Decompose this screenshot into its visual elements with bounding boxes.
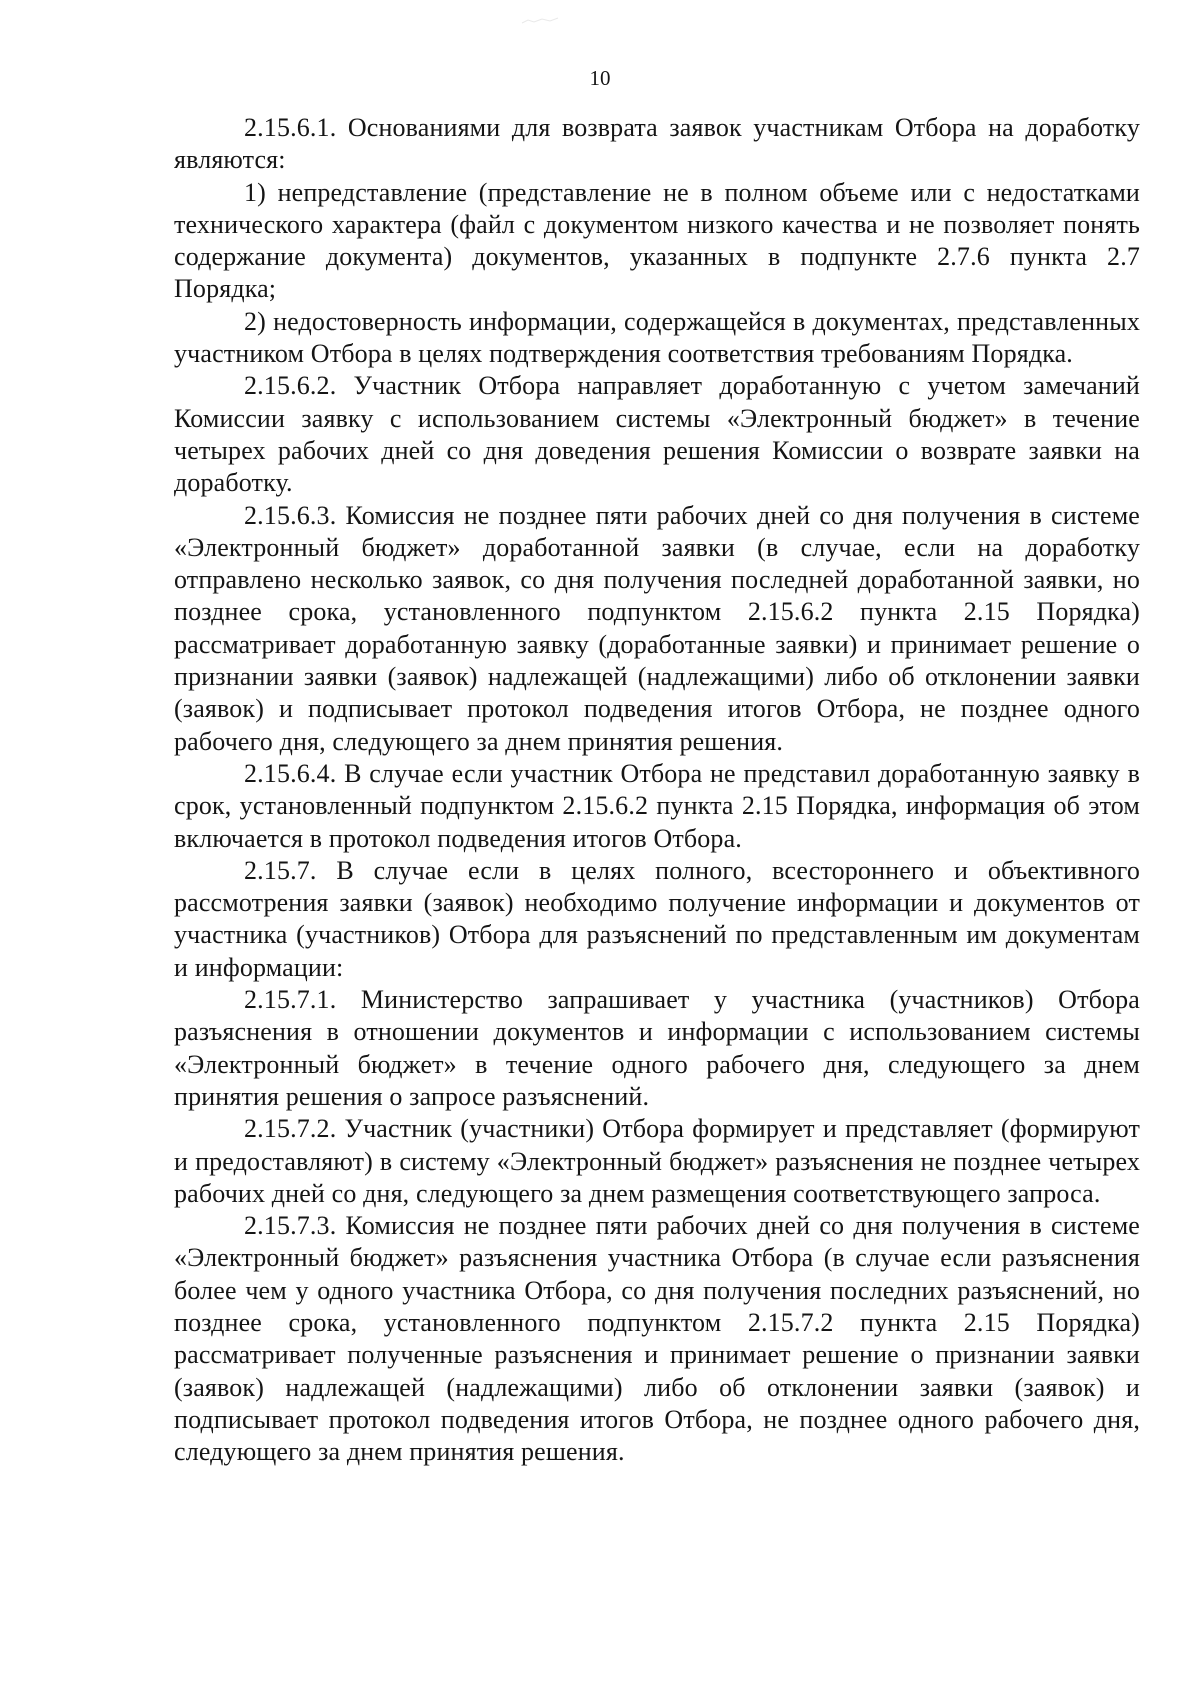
document-body <box>174 112 1140 1468</box>
paragraph-item-2: 2) недостоверность информации, содержащейся в документах, представленных участником Отбора в целях подтверждения соответствия требованиям Порядка. <box>174 306 1140 369</box>
paragraph-2-15-6-4: 2.15.6.4. В случае если участник Отбора не представил доработанную заявку в срок, установленный подпунктом 2.15.6.2 пункта 2.15 Порядка, информация об этом включается в протокол подведения итогов Отбора. <box>174 758 1140 853</box>
paragraph-2-15-7: 2.15.7. В случае если в целях полного, всестороннего и объективного рассмотрения заявки (заявок) необходимо получение информации и документов от участника (участников) Отбора для разъяснений по представленным им документам и информации: <box>174 855 1140 982</box>
paragraph-2-15-6-3: 2.15.6.3. Комиссия не позднее пяти рабочих дней со дня получения в системе «Электронный бюджет» доработанной заявки (в случае, если на доработку отправлено несколько заявок, со дня получения последней доработанной заявки, но позднее срока, установленного подпунктом 2.15.6.2 пункта 2.15 Порядка) рассматривает доработанную заявку (доработанные заявки) и принимает решение о признании заявки (заявок) надлежащей (надлежащими) либо об отклонении заявки (заявок) и подписывает протокол подведения итогов Отбора, не позднее одного рабочего дня, следующего за днем принятия решения. <box>174 500 1140 756</box>
paragraph-2-15-7-2: 2.15.7.2. Участник (участники) Отбора формирует и представляет (формируют и предоставляют) в систему «Электронный бюджет» разъяснения не позднее четырех рабочих дней со дня, следующего за днем размещения соответствующего запроса. <box>174 1114 1140 1208</box>
scan-artifact <box>520 14 560 28</box>
paragraph-2-15-6-2: 2.15.6.2. Участник Отбора направляет доработанную с учетом замечаний Комиссии заявку с использованием системы «Электронный бюджет» в течение четырех рабочих дней со дня доведения решения Комиссии о возврате заявки на доработку. <box>174 371 1140 498</box>
page-number: 10 <box>589 66 611 90</box>
paragraph-2-15-7-3: 2.15.7.3. Комиссия не позднее пяти рабочих дней со дня получения в системе «Электронный бюджет» разъяснения участника Отбора (в случае если разъяснения более чем у одного участника Отбора, со дня получения последних разъяснений, но позднее срока, установленного подпунктом 2.15.7.2 пункта 2.15 Порядка) рассматривает полученные разъяснения и принимает решение о признании заявки (заявок) надлежащей (надлежащими) либо об отклонении заявки (заявок) и подписывает протокол подведения итогов Отбора, не позднее одного рабочего дня, следующего за днем принятия решения. <box>174 1211 1140 1467</box>
paragraph-2-15-6-1: 2.15.6.1. Основаниями для возврата заявок участникам Отбора на доработку являются: <box>174 113 1140 175</box>
paragraph-2-15-7-1: 2.15.7.1. Министерство запрашивает у участника (участников) Отбора разъяснения в отношении документов и информации с использованием системы «Электронный бюджет» в течение одного рабочего дня, следующего за днем принятия решения о запросе разъяснений. <box>174 985 1140 1111</box>
paragraph-item-1: 1) непредставление (представление не в полном объеме или с недостатками технического характера (файл с документом низкого качества и не позволяет понять содержание документа) документов, указанных в подпункте 2.7.6 пункта 2.7 Порядка; <box>174 177 1140 304</box>
